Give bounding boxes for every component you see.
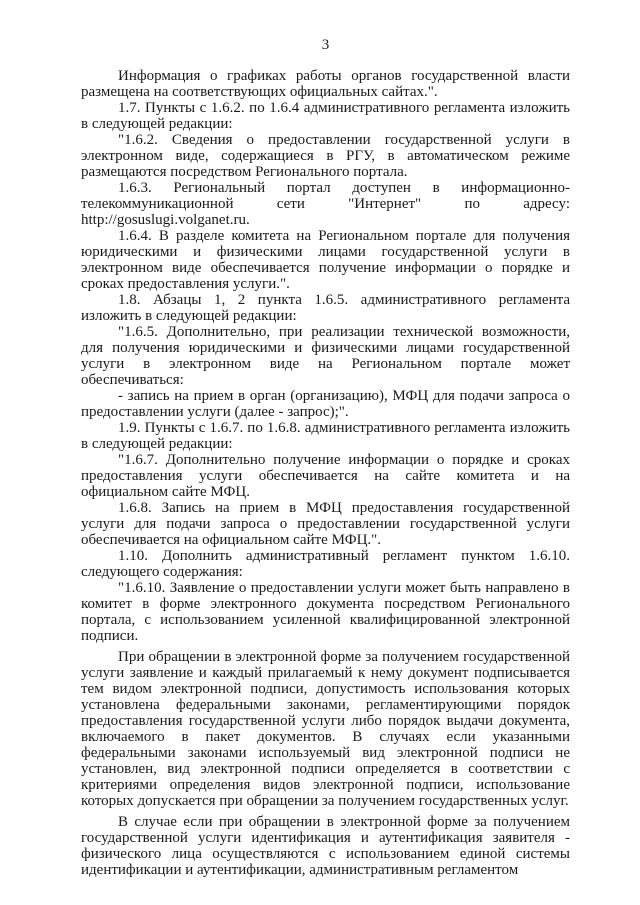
paragraph-1-6-4: 1.6.4. В разделе комитета на Региональном портале для получения юридическими и физическими лицами государственной услуги в электронном виде обеспечивается получение информации о порядке и сроках предоставления услуги.". [81, 228, 570, 292]
paragraph-identification: В случае если при обращении в электронной форме за получением государственной услуги идентификация и аутентификация заявителя - физического лица осуществляются с использованием единой системы идентификации и аутентификации, административным регламентом [81, 814, 570, 878]
paragraph-electronic-signature: При обращении в электронной форме за получением государственной услуги заявление и каждый прилагаемый к нему документ подписывается тем видом электронной подписи, допустимость использования которых установлена федеральными законами, регламентирующими порядок предоставления государственной услуги либо порядок выдачи документа, включаемого в пакет документов. В случаях если указанными федеральными законами используемый вид электронной подписи не установлен, вид электронной подписи определяется в соответствии с критериями определения видов электронной подписи, использование которых допускается при обращении за получением государственных услуг. [81, 649, 570, 809]
paragraph-schedule-info: Информация о графиках работы органов государственной власти размещена на соответствующих официальных сайтах.". [81, 68, 570, 100]
paragraph-1-8: 1.8. Абзацы 1, 2 пункта 1.6.5. административного регламента изложить в следующей редакции: [81, 292, 570, 324]
paragraph-1-7: 1.7. Пункты с 1.6.2. по 1.6.4 административного регламента изложить в следующей редакции: [81, 100, 570, 132]
paragraph-1-6-3: 1.6.3. Региональный портал доступен в информационно-телекоммуникационной сети "Интернет" по адресу: http://gosuslugi.volganet.ru. [81, 180, 570, 228]
paragraph-1-10: 1.10. Дополнить административный регламент пунктом 1.6.10. следующего содержания: [81, 548, 570, 580]
paragraph-appointment: - запись на прием в орган (организацию), МФЦ для подачи запроса о предоставлении услуги (далее - запрос);". [81, 388, 570, 420]
page-number: 3 [321, 37, 330, 53]
paragraph-1-6-7: "1.6.7. Дополнительно получение информации о порядке и сроках предоставления услуги обеспечивается на сайте комитета и на официальном сайте МФЦ. [81, 452, 570, 500]
paragraph-1-9: 1.9. Пункты с 1.6.7. по 1.6.8. административного регламента изложить в следующей редакции: [81, 420, 570, 452]
paragraph-1-6-8: 1.6.8. Запись на прием в МФЦ предоставления государственной услуги для подачи запроса о предоставлении государственной услуги обеспечивается на официальном сайте МФЦ.". [81, 500, 570, 548]
document-body [81, 68, 570, 878]
paragraph-1-6-10: "1.6.10. Заявление о предоставлении услуги может быть направлено в комитет в форме электронного документа посредством Регионального портала, с использованием усиленной квалифицированной электронной подписи. [81, 580, 570, 644]
paragraph-1-6-2: "1.6.2. Сведения о предоставлении государственной услуги в электронном виде, содержащиеся в РГУ, в автоматическом режиме размещаются посредством Регионального портала. [81, 132, 570, 180]
paragraph-1-6-5: "1.6.5. Дополнительно, при реализации технической возможности, для получения юридическими и физическими лицами государственной услуги в электронном виде на Региональном портале может обеспечиваться: [81, 324, 570, 388]
